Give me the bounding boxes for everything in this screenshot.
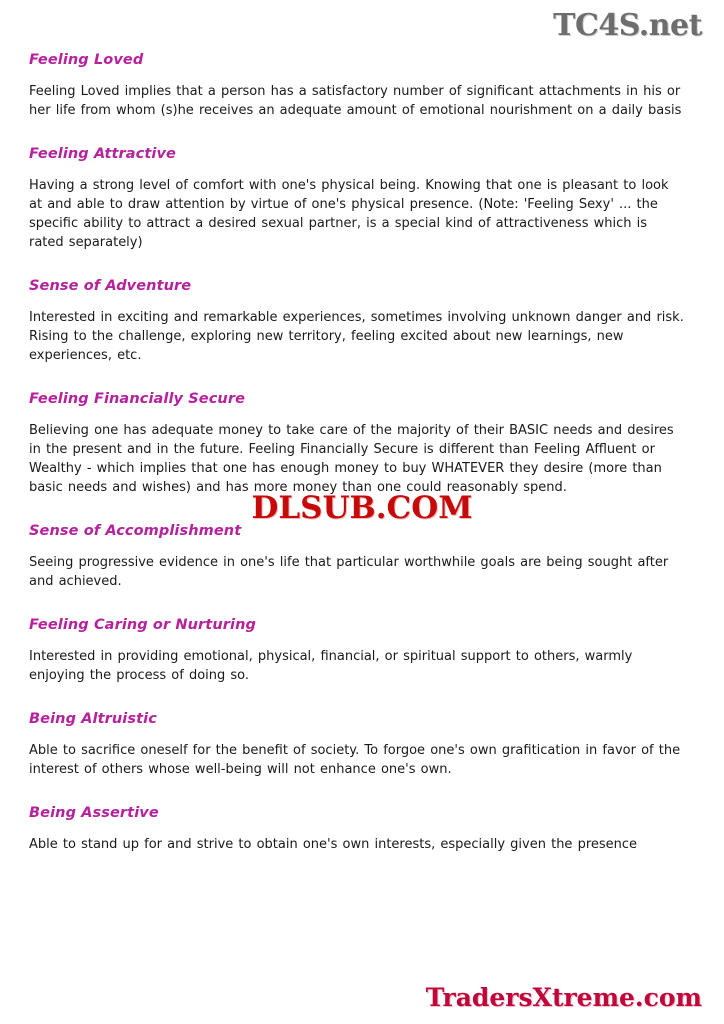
entry-title: Feeling Attractive: [29, 146, 176, 162]
entry-title: Being Assertive: [29, 805, 159, 821]
entry-feeling-caring-or-nurturing: [29, 617, 684, 685]
entry-being-altruistic: [29, 711, 684, 779]
watermark-bottom-right: TradersXtreme.com: [425, 983, 702, 1012]
entry-body: Able to sacrifice oneself for the benefit of society. To forgoe one's own grafitication in favor of the interest of others whose well-being will not enhance one's own.: [29, 743, 681, 777]
entry-body: Having a strong level of comfort with one's physical being. Knowing that one is pleasant to look at and able to draw attention by virtue of one's physical presence. (Note: 'Feeling Sexy' ... the specific ability to attract a desired sexual partner, is a special kind of attractiveness which is rated separately): [29, 178, 669, 250]
watermark-top-right: TC4S.net: [553, 8, 702, 43]
entry-body: Interested in exciting and remarkable experiences, sometimes involving unknown danger and risk. Rising to the challenge, exploring new territory, feeling excited about new learnings, new experiences, etc.: [29, 310, 684, 363]
watermark-center: DLSUB.COM: [251, 490, 473, 526]
entry-feeling-financially-secure: [29, 391, 684, 497]
entry-title: Being Altruistic: [29, 711, 157, 727]
entry-title: Feeling Loved: [29, 52, 144, 68]
entry-body: Believing one has adequate money to take care of the majority of their BASIC needs and desires in the present and in the future. Feeling Financially Secure is different than Feeling Affluent or Wealthy - which implies that one has enough money to buy WHATEVER they desire (more than basic needs and wishes) and has more money than one could reasonably spend.: [29, 423, 674, 495]
entry-body: Interested in providing emotional, physical, financial, or spiritual support to others, warmly enjoying the process of doing so.: [29, 649, 633, 683]
entry-body: Seeing progressive evidence in one's life that particular worthwhile goals are being sought after and achieved.: [29, 555, 669, 589]
entry-title: Sense of Accomplishment: [29, 523, 242, 539]
entry-body: Feeling Loved implies that a person has a satisfactory number of significant attachments in his or her life from whom (s)he receives an adequate amount of emotional nourishment on a daily basis: [29, 84, 682, 118]
entry-body: Able to stand up for and strive to obtain one's own interests, especially given the presence: [29, 837, 638, 852]
entry-title: Sense of Adventure: [29, 278, 192, 294]
entry-being-assertive: [29, 805, 684, 854]
entry-sense-of-adventure: [29, 278, 684, 365]
entry-feeling-attractive: [29, 146, 684, 252]
entry-sense-of-accomplishment: [29, 523, 684, 591]
entry-feeling-loved: [29, 52, 684, 120]
document-content: [29, 52, 684, 862]
entry-title: Feeling Financially Secure: [29, 391, 246, 407]
entry-title: Feeling Caring or Nurturing: [29, 617, 256, 633]
